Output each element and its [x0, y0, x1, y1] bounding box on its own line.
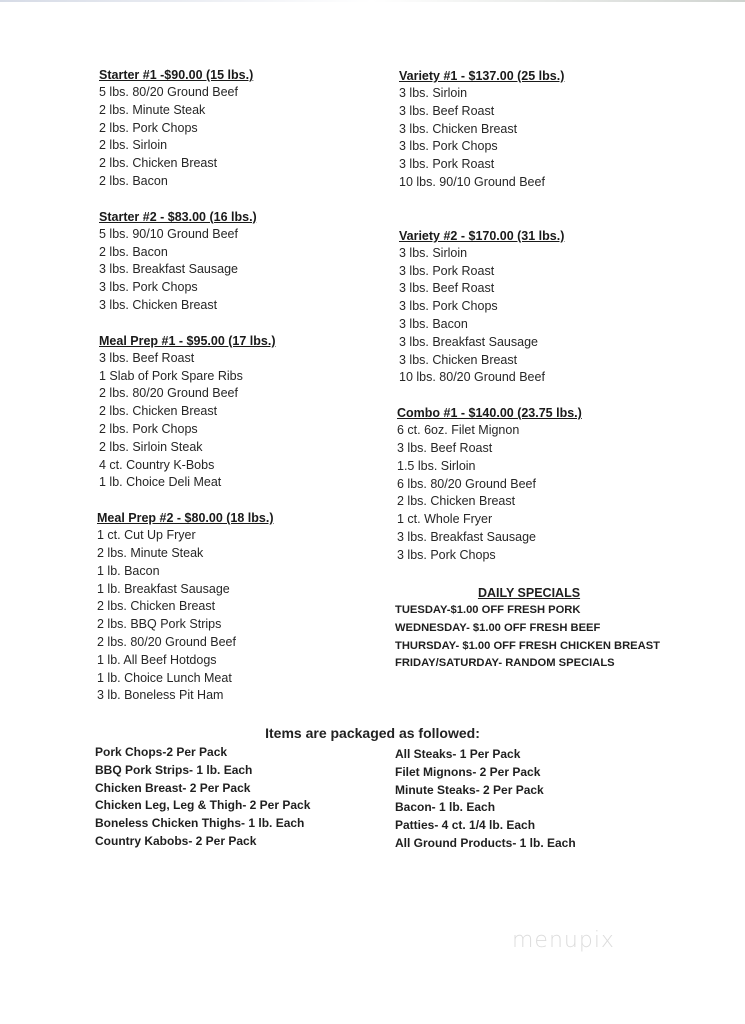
package-item: 1 lb. Choice Deli Meat: [99, 475, 222, 490]
daily-specials-title: DAILY SPECIALS: [477, 586, 581, 600]
package-item: 1.5 lbs. Sirloin: [397, 458, 476, 473]
package-item: 3 lbs. Breakfast Sausage: [99, 262, 238, 277]
packaging-line: Chicken Breast- 2 Per Pack: [95, 780, 251, 795]
package-variety-2: [399, 227, 582, 387]
left-column: [99, 66, 275, 722]
package-item: 2 lbs. BBQ Pork Strips: [97, 617, 222, 632]
packaging-title: Items are packaged as followed:: [265, 725, 480, 741]
package-item: 2 lbs. Chicken Breast: [99, 156, 218, 171]
package-item: 1 ct. Cut Up Fryer: [97, 528, 196, 543]
package-item: 2 lbs. Minute Steak: [97, 545, 204, 560]
package-variety-1: [399, 67, 582, 192]
packaging-left: [95, 744, 310, 851]
package-title: Starter #2 - $83.00 (16 lbs.): [99, 209, 257, 224]
package-starter-2: [99, 208, 275, 315]
package-item: 3 lbs. Pork Roast: [399, 157, 495, 172]
package-item: 1 lb. All Beef Hotdogs: [97, 652, 217, 667]
packaging-line: BBQ Pork Strips- 1 lb. Each: [95, 762, 253, 777]
package-item: 3 lbs. Sirloin: [399, 245, 468, 260]
package-item: 1 lb. Breakfast Sausage: [97, 581, 230, 596]
package-item: 3 lb. Boneless Pit Ham: [97, 688, 224, 703]
package-item: 3 lbs. Sirloin: [399, 86, 468, 100]
package-item: 10 lbs. 80/20 Ground Beef: [399, 370, 545, 385]
package-item: 3 lbs. Beef Roast: [399, 281, 495, 296]
packaging-line: Chicken Leg, Leg & Thigh- 2 Per Pack: [95, 798, 311, 813]
package-item: 2 lbs. Chicken Breast: [397, 494, 516, 509]
package-item: 3 lbs. Beef Roast: [99, 350, 195, 365]
right-column: [399, 67, 582, 582]
package-title: Meal Prep #2 - $80.00 (18 lbs.): [97, 511, 274, 526]
package-item: 2 lbs. 80/20 Ground Beef: [97, 634, 236, 649]
package-item: 3 lbs. Breakfast Sausage: [397, 529, 536, 544]
package-item: 4 ct. Country K-Bobs: [99, 457, 215, 472]
package-item: 3 lbs. Bacon: [399, 316, 468, 331]
package-item: 2 lbs. Minute Steak: [99, 102, 206, 117]
package-item: 6 ct. 6oz. Filet Mignon: [397, 423, 520, 438]
package-item: 1 lb. Bacon: [97, 563, 160, 578]
package-item: 3 lbs. Chicken Breast: [99, 297, 218, 312]
package-meal-prep-1: [99, 332, 275, 492]
special-friday-saturday: FRIDAY/SATURDAY- RANDOM SPECIALS: [395, 657, 615, 670]
package-item: 3 lbs. Chicken Breast: [399, 121, 518, 136]
package-item: 2 lbs. Pork Chops: [99, 421, 198, 436]
package-item: 2 lbs. Bacon: [99, 173, 168, 188]
packaging-right: [395, 746, 576, 853]
package-item: 2 lbs. Sirloin Steak: [99, 439, 203, 454]
special-tuesday: TUESDAY-$1.00 OFF FRESH PORK: [395, 604, 581, 616]
menupix-watermark: menupix: [512, 928, 615, 953]
scan-edge: [0, 0, 745, 2]
package-title: Variety #2 - $170.00 (31 lbs.): [399, 228, 565, 243]
package-item: 2 lbs. Chicken Breast: [99, 404, 218, 419]
package-item: 3 lbs. Beef Roast: [397, 440, 493, 455]
packaging-line: All Steaks- 1 Per Pack: [395, 747, 521, 761]
package-meal-prep-2: [97, 509, 275, 705]
package-item: 1 ct. Whole Fryer: [397, 512, 493, 527]
package-item: 2 lbs. 80/20 Ground Beef: [99, 386, 238, 401]
packaging-line: Pork Chops-2 Per Pack: [95, 745, 228, 759]
package-item: 2 lbs. Pork Chops: [99, 120, 198, 135]
package-item: 6 lbs. 80/20 Ground Beef: [397, 476, 536, 491]
packaging-line: Country Kabobs- 2 Per Pack: [95, 833, 257, 848]
package-item: 10 lbs. 90/10 Ground Beef: [399, 174, 545, 189]
package-item: 3 lbs. Pork Chops: [399, 139, 498, 154]
package-combo-1: [397, 404, 582, 564]
package-title: Combo #1 - $140.00 (23.75 lbs.): [397, 406, 582, 421]
package-title: Meal Prep #1 - $95.00 (17 lbs.): [99, 333, 276, 348]
package-item: 3 lbs. Breakfast Sausage: [399, 334, 538, 349]
special-thursday: THURSDAY- $1.00 OFF FRESH CHICKEN BREAST: [395, 639, 661, 652]
package-item: 2 lbs. Bacon: [99, 244, 168, 259]
daily-specials: [395, 584, 665, 673]
package-item: 3 lbs. Pork Chops: [397, 547, 496, 562]
package-item: 3 lbs. Beef Roast: [399, 103, 495, 118]
packaging-line: Filet Mignons- 2 Per Pack: [395, 764, 541, 779]
package-starter-1: [99, 66, 275, 191]
package-item: 3 lbs. Chicken Breast: [399, 352, 518, 367]
package-title: Starter #1 -$90.00 (15 lbs.): [99, 68, 254, 82]
package-item: 2 lbs. Sirloin: [99, 138, 168, 153]
package-item: 2 lbs. Chicken Breast: [97, 599, 216, 614]
package-item: 5 lbs. 90/10 Ground Beef: [99, 226, 238, 241]
package-item: 3 lbs. Pork Chops: [399, 299, 498, 314]
package-item: 1 Slab of Pork Spare Ribs: [99, 368, 243, 383]
package-item: 1 lb. Choice Lunch Meat: [97, 670, 232, 685]
packaging-line: Boneless Chicken Thighs- 1 lb. Each: [95, 816, 305, 831]
package-item: 3 lbs. Pork Chops: [99, 280, 198, 295]
package-title: Variety #1 - $137.00 (25 lbs.): [399, 69, 565, 83]
special-wednesday: WEDNESDAY- $1.00 OFF FRESH BEEF: [395, 621, 601, 634]
package-item: 5 lbs. 80/20 Ground Beef: [99, 85, 238, 99]
package-item: 3 lbs. Pork Roast: [399, 263, 495, 278]
packaging-line: Bacon- 1 lb. Each: [395, 800, 496, 815]
packaging-line: Minute Steaks- 2 Per Pack: [395, 782, 544, 797]
packaging-line: All Ground Products- 1 lb. Each: [395, 835, 576, 850]
packaging-line: Patties- 4 ct. 1/4 lb. Each: [395, 818, 536, 833]
